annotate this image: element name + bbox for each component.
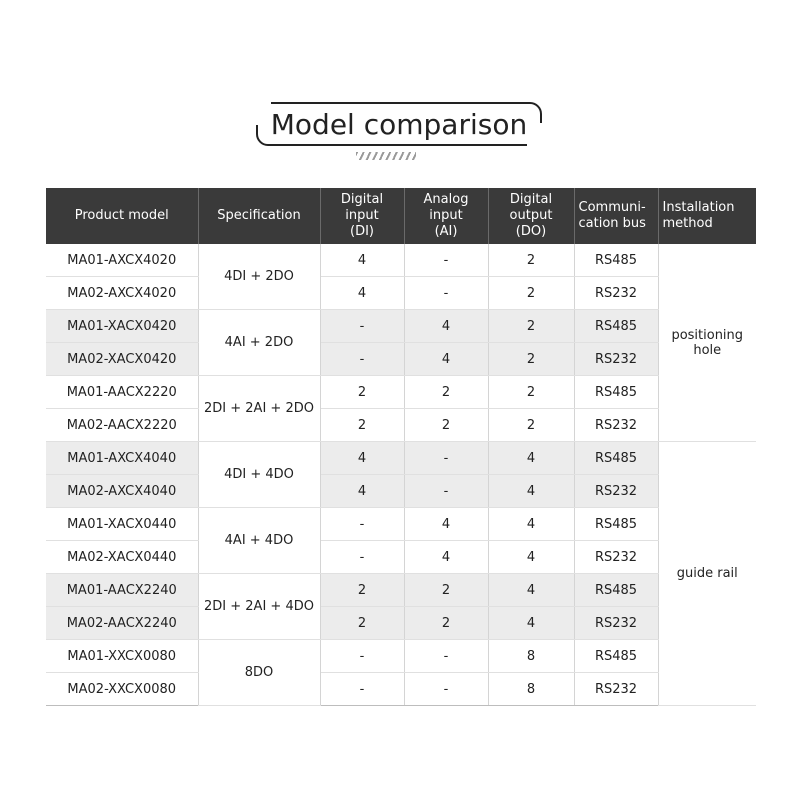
cell-product-model: MA02-AXCX4020 [46,277,198,310]
cell-analog-input: - [404,277,488,310]
model-comparison-table [46,188,756,706]
cell-communication-bus: RS485 [574,376,658,409]
table-row [46,640,756,673]
page-title: Model comparison [270,107,528,141]
cell-digital-input: 2 [320,574,404,607]
cell-digital-output: 8 [488,673,574,706]
cell-specification: 8DO [198,640,320,706]
cell-analog-input: - [404,244,488,277]
cell-digital-input: 4 [320,277,404,310]
table-row [46,244,756,277]
cell-installation-method: guide rail [658,442,756,706]
table-body [46,244,756,706]
cell-communication-bus: RS232 [574,475,658,508]
cell-specification: 4DI + 4DO [198,442,320,508]
cell-digital-input: - [320,310,404,343]
table-row [46,673,756,706]
cell-analog-input: 2 [404,574,488,607]
cell-communication-bus: RS232 [574,607,658,640]
cell-product-model: MA02-XXCX0080 [46,673,198,706]
cell-digital-input: - [320,541,404,574]
table-row [46,376,756,409]
cell-specification: 4AI + 2DO [198,310,320,376]
title-box [256,102,542,146]
header-digital-output: Digital output (DO) [488,188,574,244]
cell-digital-input: - [320,673,404,706]
cell-digital-input: - [320,343,404,376]
cell-specification: 2DI + 2AI + 2DO [198,376,320,442]
cell-specification: 2DI + 2AI + 4DO [198,574,320,640]
cell-digital-input: - [320,508,404,541]
cell-digital-input: 4 [320,475,404,508]
table-row [46,310,756,343]
cell-digital-output: 2 [488,244,574,277]
cell-product-model: MA01-XACX0420 [46,310,198,343]
table-row [46,277,756,310]
header-specification: Specification [198,188,320,244]
table-row [46,442,756,475]
cell-communication-bus: RS232 [574,343,658,376]
cell-communication-bus: RS485 [574,640,658,673]
cell-analog-input: - [404,475,488,508]
cell-digital-output: 2 [488,409,574,442]
cell-product-model: MA01-AACX2220 [46,376,198,409]
cell-communication-bus: RS485 [574,244,658,277]
cell-product-model: MA02-AACX2220 [46,409,198,442]
table-row [46,508,756,541]
cell-digital-output: 4 [488,442,574,475]
header-communication-bus: Communi- cation bus [574,188,658,244]
cell-analog-input: 4 [404,541,488,574]
cell-analog-input: - [404,442,488,475]
cell-product-model: MA01-AXCX4020 [46,244,198,277]
cell-analog-input: 2 [404,376,488,409]
cell-digital-output: 4 [488,475,574,508]
cell-specification: 4DI + 2DO [198,244,320,310]
cell-product-model: MA01-XACX0440 [46,508,198,541]
cell-analog-input: - [404,673,488,706]
cell-communication-bus: RS485 [574,508,658,541]
cell-communication-bus: RS485 [574,574,658,607]
cell-digital-input: 2 [320,409,404,442]
cell-analog-input: 2 [404,607,488,640]
cell-product-model: MA01-AACX2240 [46,574,198,607]
cell-analog-input: 4 [404,343,488,376]
header-product-model: Product model [46,188,198,244]
cell-product-model: MA01-XXCX0080 [46,640,198,673]
cell-product-model: MA01-AXCX4040 [46,442,198,475]
cell-communication-bus: RS485 [574,442,658,475]
cell-product-model: MA02-XACX0440 [46,541,198,574]
cell-communication-bus: RS232 [574,409,658,442]
cell-analog-input: 4 [404,508,488,541]
cell-digital-output: 4 [488,607,574,640]
table-row [46,409,756,442]
cell-digital-output: 8 [488,640,574,673]
table-row [46,607,756,640]
cell-product-model: MA02-AACX2240 [46,607,198,640]
cell-digital-output: 2 [488,343,574,376]
cell-analog-input: - [404,640,488,673]
cell-product-model: MA02-AXCX4040 [46,475,198,508]
cell-specification: 4AI + 4DO [198,508,320,574]
table-row [46,343,756,376]
cell-digital-output: 2 [488,310,574,343]
table-row [46,574,756,607]
cell-communication-bus: RS232 [574,673,658,706]
header-digital-input: Digital input (DI) [320,188,404,244]
cell-digital-output: 2 [488,277,574,310]
cell-digital-input: 4 [320,442,404,475]
title-decoration [356,152,416,160]
cell-digital-input: 2 [320,376,404,409]
header-analog-input: Analog input (AI) [404,188,488,244]
header-installation-method: Installation method [658,188,756,244]
cell-digital-input: 4 [320,244,404,277]
cell-digital-input: 2 [320,607,404,640]
cell-communication-bus: RS232 [574,541,658,574]
cell-analog-input: 4 [404,310,488,343]
cell-installation-method: positioning hole [658,244,756,442]
header-row [46,188,756,244]
cell-digital-output: 4 [488,508,574,541]
cell-analog-input: 2 [404,409,488,442]
cell-product-model: MA02-XACX0420 [46,343,198,376]
table-row [46,541,756,574]
cell-digital-input: - [320,640,404,673]
cell-communication-bus: RS485 [574,310,658,343]
table-row [46,475,756,508]
cell-digital-output: 4 [488,541,574,574]
cell-digital-output: 4 [488,574,574,607]
cell-communication-bus: RS232 [574,277,658,310]
cell-digital-output: 2 [488,376,574,409]
